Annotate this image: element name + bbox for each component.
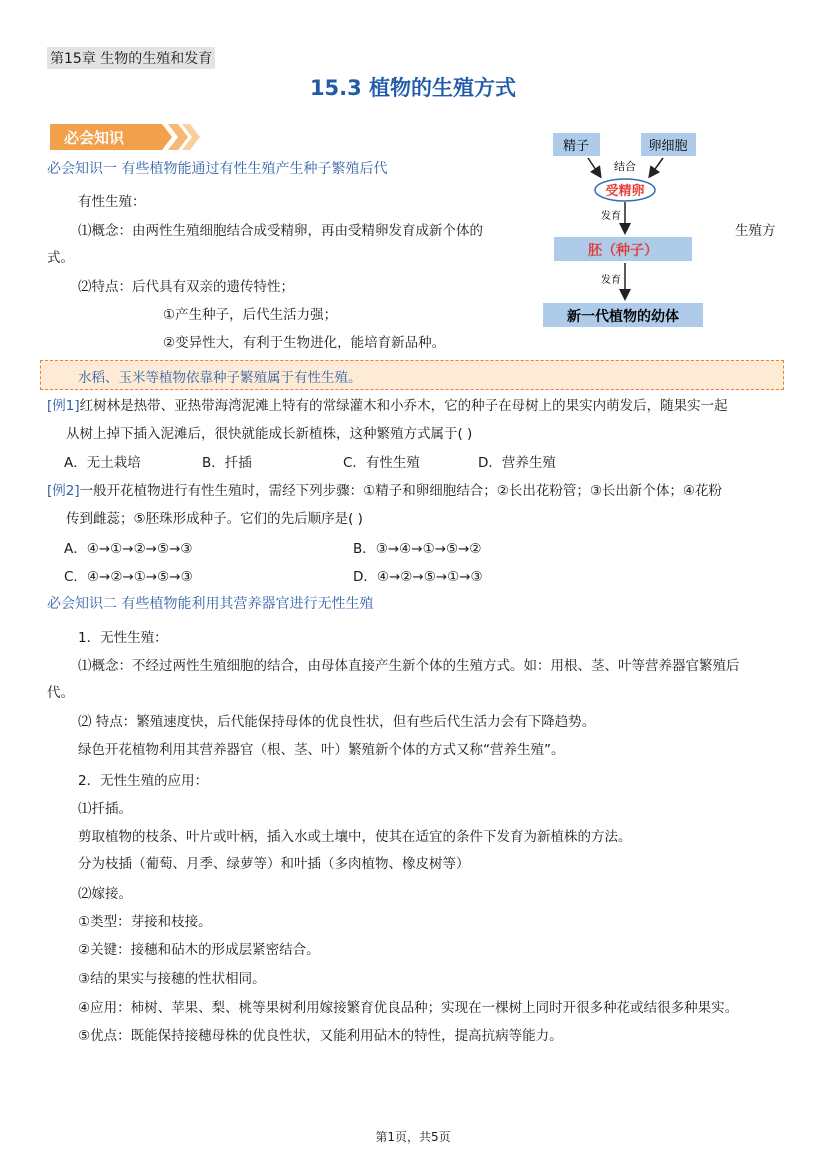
example-2-line-2: 传到雌蕊；⑤胚珠形成种子。它们的先后顺序是( ) (66, 511, 363, 527)
example-2-option-a: A．④→①→②→⑤→③ (64, 541, 193, 557)
grafting-heading: ⑵嫁接。 (78, 886, 132, 902)
example-1-option-b: B．扦插 (202, 455, 252, 471)
grafting-fruit: ③结的果实与接穗的性状相同。 (78, 971, 266, 987)
develop-label-1: 发育 (601, 211, 621, 222)
example-2-option-c: C．④→②→①→⑤→③ (64, 569, 193, 585)
vegetative-definition: 绿色开花植物利用其营养器官（根、茎、叶）繁殖新个体的方式又称“营养生殖”。 (78, 742, 565, 758)
section-heading-2: 必会知识二 有些植物能利用其营养器官进行无性生殖 (47, 596, 374, 612)
example-2-option-d: D．④→②→⑤→①→③ (353, 569, 483, 585)
example-1-option-c: C．有性生殖 (343, 455, 420, 471)
asexual-label: 1．无性生殖： (78, 630, 168, 646)
example-2-question: 一般开花植物进行有性生殖时，需经下列步骤：①精子和卵细胞结合；②长出花粉管；③长出新个体；④花粉 (79, 483, 723, 499)
zygote-label: 受精卵 (605, 184, 645, 199)
combine-label: 结合 (614, 160, 636, 173)
example-2-option-b: B．③→④→①→⑤→② (353, 541, 482, 557)
grafting-type: ①类型：芽接和枝接。 (78, 914, 212, 930)
fertilization-diagram (538, 128, 708, 333)
example-1-option-d: D．营养生殖 (478, 455, 556, 471)
application-label: 2．无性生殖的应用： (78, 773, 209, 789)
sexual-feature: ⑵特点：后代具有双亲的遗传特性； (78, 279, 294, 295)
sexual-label: 有性生殖： (78, 194, 146, 210)
egg-arrow (650, 158, 663, 176)
asexual-concept-end: 代。 (47, 685, 74, 701)
example-2-line-1 (47, 479, 722, 499)
asexual-concept: ⑴概念：不经过两性生殖细胞的结合，由母体直接产生新个体的生殖方式。如：用根、茎、叶等营养器官繁殖后 (78, 658, 740, 674)
embryo-label: 胚（种子） (588, 243, 658, 259)
sexual-concept-tail: 生殖方 (735, 223, 776, 239)
note-text: 水稻、玉米等植物依靠种子繁殖属于有性生殖。 (78, 370, 362, 386)
page-title: 15.3 植物的生殖方式 (309, 76, 517, 100)
cutting-heading: ⑴扦插。 (78, 801, 132, 817)
sperm-label: 精子 (562, 139, 590, 154)
knowledge-banner (50, 124, 200, 150)
cutting-definition: 剪取植物的枝条、叶片或叶柄，插入水或土壤中，使其在适宜的条件下发育为新植株的方法。 (78, 829, 632, 845)
example-2-tag: [例2] (47, 483, 80, 499)
egg-label: 卵细胞 (648, 139, 688, 154)
grafting-advantage: ⑤优点：既能保持接穗母株的优良性状，又能利用砧木的特性，提高抗病等能力。 (78, 1028, 563, 1044)
sexual-concept-end: 式。 (47, 250, 74, 266)
grafting-application: ④应用：柿树、苹果、梨、桃等果树利用嫁接繁育优良品种；实现在一棵树上同时开很多种花或结很多种果实。 (78, 1000, 739, 1016)
example-1-option-a: A．无土栽培 (64, 455, 141, 471)
banner-text: 必会知识 (64, 129, 125, 147)
develop-label-2: 发育 (601, 275, 621, 286)
grafting-key: ②关键：接穗和砧木的形成层紧密结合。 (78, 942, 320, 958)
asexual-feature: ⑵ 特点：繁殖速度快，后代能保持母体的优良性状，但有些后代生活力会有下降趋势。 (78, 714, 596, 730)
example-1-line-2: 从树上掉下插入泥滩后，很快就能成长新植株，这种繁殖方式属于( ) (66, 426, 473, 442)
sexual-concept: ⑴概念：由两性生殖细胞结合成受精卵，再由受精卵发育成新个体的 (78, 223, 483, 239)
sexual-feature-1: ①产生种子，后代生活力强； (163, 307, 338, 323)
seedling-label: 新一代植物的幼体 (567, 309, 679, 325)
example-1-line-1 (47, 394, 728, 414)
cutting-types: 分为枝插（葡萄、月季、绿萝等）和叶插（多肉植物、橡皮树等） (78, 856, 470, 872)
section-heading-1: 必会知识一 有些植物能通过有性生殖产生种子繁殖后代 (47, 161, 388, 177)
example-1-question: 红树林是热带、亚热带海湾泥滩上特有的常绿灌木和小乔木，它的种子在母树上的果实内萌发后，随果实一起 (79, 398, 728, 414)
chapter-label: 第15章 生物的生殖和发育 (47, 47, 215, 69)
page-footer: 第1页，共5页 (375, 1130, 451, 1144)
example-1-tag: [例1] (47, 398, 80, 414)
sperm-arrow (588, 158, 600, 176)
sexual-feature-2: ②变异性大，有利于生物进化，能培育新品种。 (163, 335, 446, 351)
